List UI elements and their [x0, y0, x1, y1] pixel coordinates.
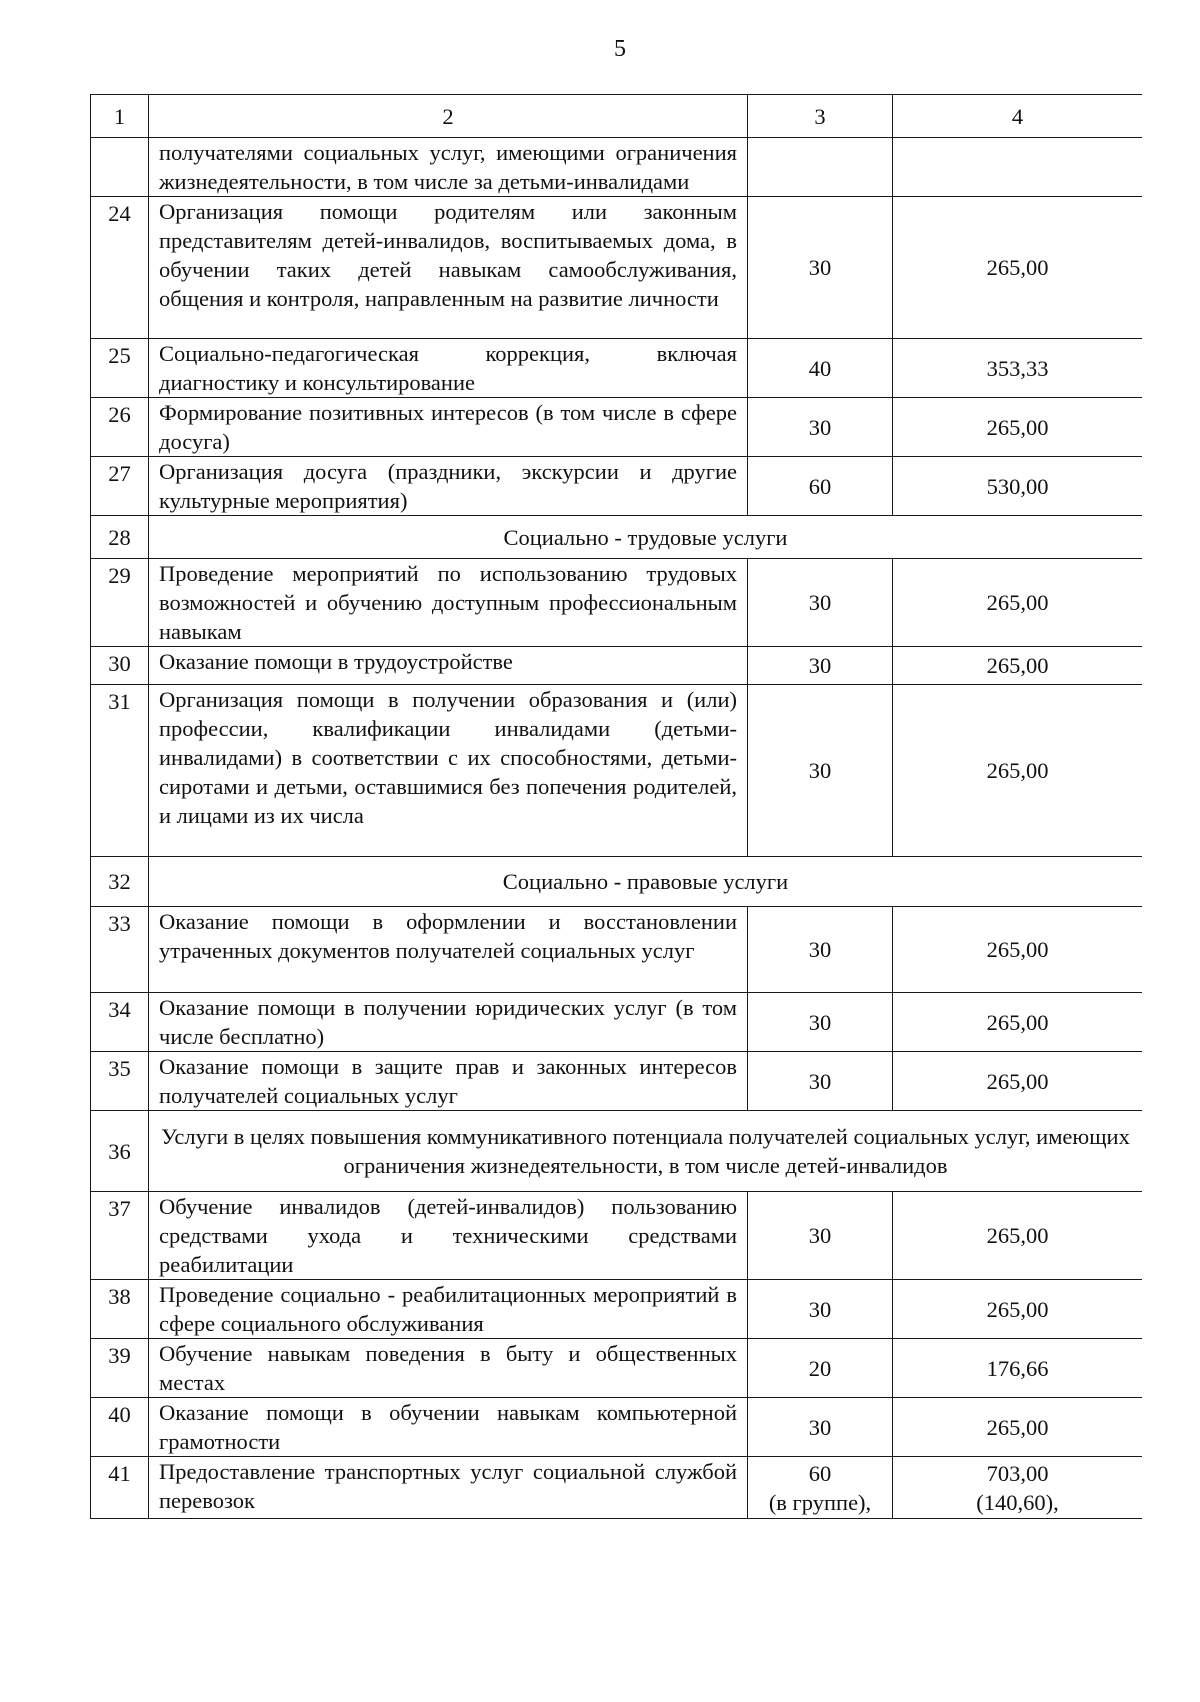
table-row — [91, 647, 1143, 685]
time-norm-cell — [748, 647, 893, 685]
continued-num-cell — [91, 138, 149, 197]
row-number: 31 — [91, 685, 149, 857]
row-number: 32 — [91, 857, 149, 907]
table-row — [91, 398, 1143, 457]
row-number: 27 — [91, 457, 149, 516]
time-norm: 30 — [808, 1296, 832, 1322]
time-norm: 30 — [808, 1009, 832, 1035]
price-cell — [893, 1192, 1143, 1280]
price: 265,00 — [986, 414, 1049, 440]
time-norm-cell — [748, 1192, 893, 1280]
service-description: Организация помощи в получении образования и (или) профессии, квалификации инвалидами (детьми-инвалидами) в соответствии с их способностями, детьми-сиротами и детьми, оставшимися без попечения родителей, и лицами из их числа — [149, 685, 748, 857]
price: 353,33 — [986, 355, 1049, 381]
service-description: Оказание помощи в трудоустройстве — [149, 647, 748, 685]
price-cell — [893, 907, 1143, 993]
time-norm-cell — [748, 339, 893, 398]
price: 265,00 — [986, 255, 1049, 280]
price-cell — [893, 1398, 1143, 1457]
time-norm-cell — [748, 1280, 893, 1339]
price: 265,00 — [986, 937, 1049, 962]
section-row — [91, 516, 1143, 559]
continued-row — [91, 138, 1143, 197]
price: 265,00 — [986, 590, 1049, 615]
price: 265,00 — [986, 1296, 1049, 1322]
page-number: 5 — [614, 36, 626, 62]
time-norm-cell — [748, 1457, 893, 1519]
time-norm: 60 — [808, 1460, 832, 1486]
time-norm-cell — [748, 197, 893, 339]
service-description: Проведение социально - реабилитационных мероприятий в сфере социального обслуживания — [149, 1280, 748, 1339]
service-description: Оказание помощи в защите прав и законных интересов получателей социальных услуг — [149, 1052, 748, 1111]
row-number: 39 — [91, 1339, 149, 1398]
table-row — [91, 1457, 1143, 1519]
time-norm: 40 — [808, 355, 832, 381]
row-number: 37 — [91, 1192, 149, 1280]
service-description: Обучение инвалидов (детей-инвалидов) пользованию средствами ухода и техническими средствами реабилитации — [149, 1192, 748, 1280]
section-title: Социально - правовые услуги — [149, 857, 1143, 907]
services-table — [90, 94, 1142, 1519]
time-norm-note: (в группе), — [768, 1489, 872, 1515]
service-description: Организация помощи родителям или законным представителям детей-инвалидов, воспитываемых дома, в обучении таких детей навыкам самообслуживания, общения и контроля, направленным на развитие личности — [149, 197, 748, 339]
table-row — [91, 1280, 1143, 1339]
table-row — [91, 685, 1143, 857]
section-title: Услуги в целях повышения коммуникативного потенциала получателей социальных услуг, имеющих ограничения жизнедеятельности, в том числе детей-инвалидов — [149, 1111, 1143, 1192]
section-row — [91, 1111, 1143, 1192]
price: 265,00 — [986, 1223, 1049, 1248]
header-col-1: 1 — [91, 95, 149, 138]
services-table-wrapper — [90, 94, 1142, 1627]
price-cell — [893, 559, 1143, 647]
table-row — [91, 1339, 1143, 1398]
time-norm-cell — [748, 1052, 893, 1111]
price: 265,00 — [986, 1009, 1049, 1035]
service-description: Оказание помощи в получении юридических услуг (в том числе бесплатно) — [149, 993, 748, 1052]
time-norm: 30 — [808, 937, 832, 962]
time-norm: 30 — [808, 1414, 832, 1440]
table-row — [91, 197, 1143, 339]
price: 265,00 — [986, 758, 1049, 783]
row-number: 40 — [91, 1398, 149, 1457]
price-cell — [893, 993, 1143, 1052]
price: 176,66 — [986, 1355, 1049, 1381]
service-description: Оказание помощи в оформлении и восстановлении утраченных документов получателей социальных услуг — [149, 907, 748, 993]
table-row — [91, 457, 1143, 516]
time-norm-cell — [748, 559, 893, 647]
service-description: Организация досуга (праздники, экскурсии и другие культурные мероприятия) — [149, 457, 748, 516]
row-number: 34 — [91, 993, 149, 1052]
price-cell — [893, 685, 1143, 857]
row-number: 30 — [91, 647, 149, 685]
time-norm: 30 — [808, 758, 832, 783]
time-norm-cell — [748, 907, 893, 993]
time-norm: 30 — [808, 255, 832, 280]
time-norm-cell — [748, 1339, 893, 1398]
table-row — [91, 907, 1143, 993]
time-norm-cell — [748, 1398, 893, 1457]
service-description: Социально-педагогическая коррекция, включая диагностику и консультирование — [149, 339, 748, 398]
row-number: 29 — [91, 559, 149, 647]
service-description: Оказание помощи в обучении навыкам компьютерной грамотности — [149, 1398, 748, 1457]
time-norm-cell — [748, 685, 893, 857]
row-number: 26 — [91, 398, 149, 457]
price-cell — [893, 1457, 1143, 1519]
price-cell — [893, 1052, 1143, 1111]
table-row — [91, 1398, 1143, 1457]
price: 265,00 — [986, 1068, 1049, 1094]
header-col-3: 3 — [748, 95, 893, 138]
price-note: (140,60), — [976, 1489, 1059, 1515]
continued-text: получателями социальных услуг, имеющими ограничения жизнедеятельности, в том числе за детьми-инвалидами — [149, 138, 748, 197]
continued-time-cell — [748, 138, 893, 197]
price: 265,00 — [986, 1414, 1049, 1440]
service-description: Проведение мероприятий по использованию трудовых возможностей и обучению доступным профессиональным навыкам — [149, 559, 748, 647]
table-row — [91, 559, 1143, 647]
time-norm: 30 — [808, 414, 832, 440]
service-description: Формирование позитивных интересов (в том числе в сфере досуга) — [149, 398, 748, 457]
price-cell — [893, 457, 1143, 516]
table-row — [91, 993, 1143, 1052]
row-number: 38 — [91, 1280, 149, 1339]
row-number: 25 — [91, 339, 149, 398]
time-norm: 30 — [808, 1223, 832, 1248]
price: 265,00 — [986, 653, 1049, 678]
table-row — [91, 1192, 1143, 1280]
row-number: 35 — [91, 1052, 149, 1111]
price-cell — [893, 1339, 1143, 1398]
service-description: Предоставление транспортных услуг социальной службой перевозок — [149, 1457, 748, 1519]
price: 703,00 — [986, 1460, 1049, 1486]
price-cell — [893, 398, 1143, 457]
time-norm: 30 — [808, 653, 832, 678]
table-header-row — [91, 95, 1143, 138]
row-number: 24 — [91, 197, 149, 339]
time-norm: 30 — [808, 590, 832, 615]
header-col-2: 2 — [149, 95, 748, 138]
time-norm: 60 — [808, 473, 832, 499]
section-row — [91, 857, 1143, 907]
row-number: 28 — [91, 516, 149, 559]
time-norm: 20 — [808, 1355, 832, 1381]
service-description: Обучение навыкам поведения в быту и общественных местах — [149, 1339, 748, 1398]
price: 530,00 — [986, 473, 1049, 499]
table-row — [91, 339, 1143, 398]
row-number: 36 — [91, 1111, 149, 1192]
row-number: 41 — [91, 1457, 149, 1519]
table-row — [91, 1052, 1143, 1111]
continued-price-cell — [893, 138, 1143, 197]
header-col-4: 4 — [893, 95, 1143, 138]
section-title: Социально - трудовые услуги — [149, 516, 1143, 559]
row-number: 33 — [91, 907, 149, 993]
time-norm-cell — [748, 398, 893, 457]
time-norm: 30 — [808, 1068, 832, 1094]
time-norm-cell — [748, 993, 893, 1052]
price-cell — [893, 339, 1143, 398]
time-norm-cell — [748, 457, 893, 516]
price-cell — [893, 197, 1143, 339]
price-cell — [893, 1280, 1143, 1339]
price-cell — [893, 647, 1143, 685]
